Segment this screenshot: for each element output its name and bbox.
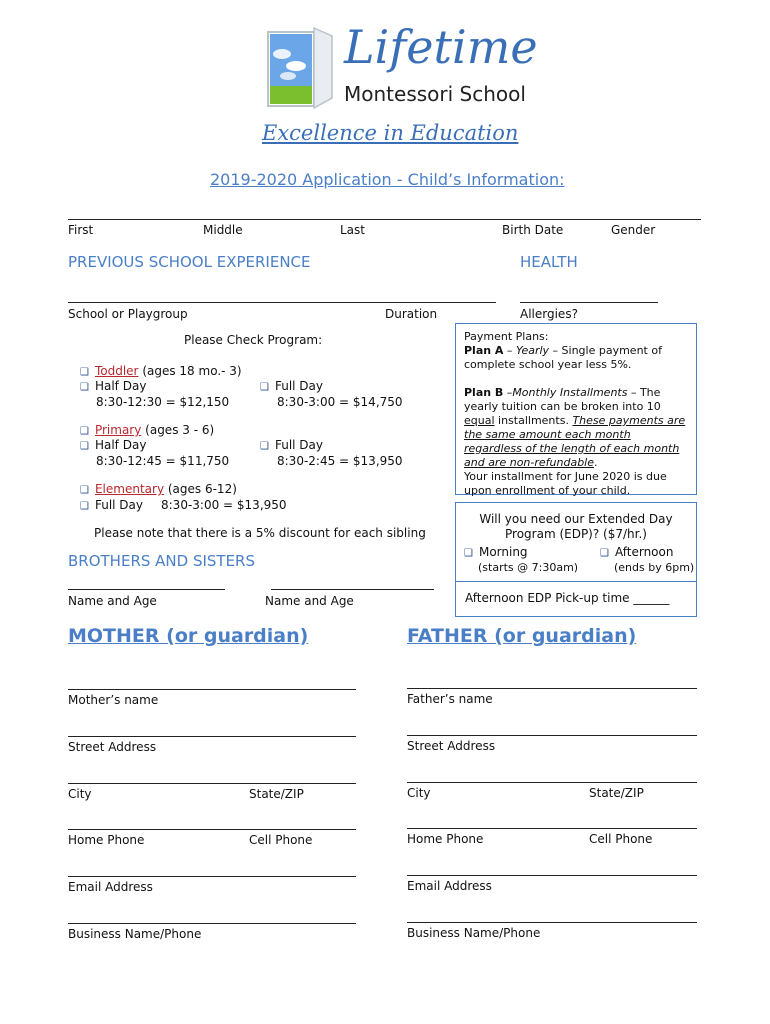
health-heading: HEALTH: [520, 253, 578, 271]
child-name-line[interactable]: [68, 219, 701, 220]
mother-home-label: Home Phone: [68, 833, 145, 847]
toddler-half-row: [80, 379, 146, 393]
father-name-label: Father’s name: [407, 692, 493, 706]
school-label: School or Playgroup: [68, 307, 188, 321]
edp-morning-label: Morning: [478, 545, 528, 559]
payment-plans-text: [464, 330, 690, 498]
edp-afternoon-label: Afternoon: [614, 545, 674, 559]
toddler-full-checkbox[interactable]: ❑: [260, 382, 269, 393]
toddler-checkbox[interactable]: ❑: [80, 367, 89, 378]
elementary-full-row: [80, 498, 287, 512]
primary-row: [80, 423, 214, 437]
father-phone-line[interactable]: [407, 828, 697, 829]
primary-age: (ages 3 - 6): [141, 423, 215, 437]
mother-street-label: Street Address: [68, 740, 157, 754]
primary-half-row: [80, 438, 146, 452]
primary-full-price: 8:30-2:45 = $13,950: [277, 454, 403, 468]
june-installment-note: Your installment for June 2020 is due upon enrollment of your child.: [464, 470, 667, 497]
page-title: 2019-2020 Application - Child’s Information:: [210, 170, 565, 189]
father-heading: FATHER (or guardian): [407, 625, 637, 647]
toddler-age: (ages 18 mo.- 3): [138, 364, 242, 378]
plan-b-note: These payments are the same amount each month regardless of the length of each month and are non-refundable: [464, 414, 686, 469]
previous-school-heading: PREVIOUS SCHOOL EXPERIENCE: [68, 253, 311, 271]
father-business-label: Business Name/Phone: [407, 926, 541, 940]
father-city-label: City: [407, 786, 431, 800]
father-street-line[interactable]: [407, 735, 697, 736]
father-street-label: Street Address: [407, 739, 496, 753]
elementary-full-checkbox[interactable]: ❑: [80, 501, 89, 512]
father-email-line[interactable]: [407, 875, 697, 876]
edp-question: Will you need our Extended Day Program (EDP)? ($7/hr.): [479, 512, 673, 541]
mother-business-line[interactable]: [68, 923, 356, 924]
plan-b-installments: installments.: [494, 414, 573, 427]
toddler-half-checkbox[interactable]: ❑: [80, 382, 89, 393]
plan-a-description: – Single payment of complete school year less 5%.: [464, 344, 662, 371]
plan-a-dash: –: [503, 344, 516, 357]
mother-state-label: State/ZIP: [249, 787, 304, 801]
elementary-full-label: Full Day: [94, 498, 143, 512]
edp-morning-time: (starts @ 7:30am): [478, 561, 579, 574]
elementary-name: Elementary: [94, 482, 165, 496]
program-heading: Please Check Program:: [184, 333, 323, 347]
primary-checkbox[interactable]: ❑: [80, 426, 89, 437]
father-city-line[interactable]: [407, 782, 697, 783]
toddler-full-price: 8:30-3:00 = $14,750: [277, 395, 403, 409]
father-cell-label: Cell Phone: [589, 832, 653, 846]
logo-sub: Montessori School: [344, 82, 526, 106]
toddler-name: Toddler: [94, 364, 139, 378]
plan-b-description: – The yearly tuition can be broken into 10: [464, 386, 661, 413]
logo: [262, 20, 538, 116]
edp-morning-row: [464, 545, 528, 559]
father-business-line[interactable]: [407, 922, 697, 923]
edp-afternoon-checkbox[interactable]: ❑: [600, 548, 609, 559]
mother-city-label: City: [68, 787, 92, 801]
mother-street-line[interactable]: [68, 736, 356, 737]
plan-a-text: [464, 344, 690, 372]
plan-b-period: .: [594, 456, 598, 469]
edp-afternoon-row: [600, 545, 673, 559]
plan-b-type: Monthly Installments: [512, 386, 628, 399]
mother-cell-label: Cell Phone: [249, 833, 313, 847]
duration-label: Duration: [385, 307, 438, 321]
plan-b-text: [464, 386, 690, 470]
siblings-heading: BROTHERS AND SISTERS: [68, 552, 256, 570]
school-line[interactable]: [68, 302, 496, 303]
mother-business-label: Business Name/Phone: [68, 927, 202, 941]
mother-city-line[interactable]: [68, 783, 356, 784]
elementary-checkbox[interactable]: ❑: [80, 485, 89, 496]
sibling-2-label: Name and Age: [265, 594, 354, 608]
plan-a-type: Yearly: [515, 344, 550, 357]
elementary-full-price: 8:30-3:00 = $13,950: [161, 498, 287, 512]
plan-b-label: Plan B: [464, 386, 504, 399]
gender-label: Gender: [611, 223, 656, 237]
primary-half-price: 8:30-12:45 = $11,750: [96, 454, 230, 468]
edp-morning-checkbox[interactable]: ❑: [464, 548, 473, 559]
toddler-half-label: Half Day: [94, 379, 147, 393]
sibling-1-label: Name and Age: [68, 594, 157, 608]
birth-date-label: Birth Date: [502, 223, 564, 237]
plan-b-equal: equal: [464, 414, 495, 427]
primary-full-checkbox[interactable]: ❑: [260, 441, 269, 452]
toddler-full-row: [260, 379, 323, 393]
toddler-row: [80, 364, 242, 378]
plan-b-dash: –: [503, 386, 513, 399]
father-name-line[interactable]: [407, 688, 697, 689]
mother-phone-line[interactable]: [68, 829, 356, 830]
logo-brand: Lifetime: [344, 20, 538, 74]
father-state-label: State/ZIP: [589, 786, 644, 800]
primary-name: Primary: [94, 423, 142, 437]
allergies-line[interactable]: [520, 302, 658, 303]
sibling-1-line[interactable]: [68, 589, 225, 590]
primary-full-row: [260, 438, 323, 452]
father-home-label: Home Phone: [407, 832, 484, 846]
mother-email-label: Email Address: [68, 880, 153, 894]
program-box: [68, 323, 444, 551]
elementary-row: [80, 482, 237, 496]
first-label: First: [68, 223, 94, 237]
primary-half-checkbox[interactable]: ❑: [80, 441, 89, 452]
allergies-label: Allergies?: [520, 307, 578, 321]
last-label: Last: [340, 223, 365, 237]
plan-a-label: Plan A: [464, 344, 504, 357]
primary-full-label: Full Day: [274, 438, 323, 452]
tagline: Excellence in Education: [262, 121, 519, 145]
mother-email-line[interactable]: [68, 876, 356, 877]
edp-pickup-time[interactable]: Afternoon EDP Pick-up time ______: [465, 591, 670, 605]
toddler-half-price: 8:30-12:30 = $12,150: [96, 395, 230, 409]
payment-heading: Payment Plans:: [464, 330, 549, 343]
edp-afternoon-time: (ends by 6pm): [614, 561, 695, 574]
toddler-full-label: Full Day: [274, 379, 323, 393]
elementary-age: (ages 6-12): [164, 482, 237, 496]
primary-half-label: Half Day: [94, 438, 147, 452]
mother-name-line[interactable]: [68, 689, 356, 690]
door-logo-icon: [266, 26, 336, 110]
sibling-2-line[interactable]: [271, 589, 434, 590]
middle-label: Middle: [203, 223, 243, 237]
mother-heading: MOTHER (or guardian): [68, 625, 309, 647]
sibling-discount-note: Please note that there is a 5% discount for each sibling: [94, 526, 426, 540]
mother-name-label: Mother’s name: [68, 693, 159, 707]
father-email-label: Email Address: [407, 879, 492, 893]
